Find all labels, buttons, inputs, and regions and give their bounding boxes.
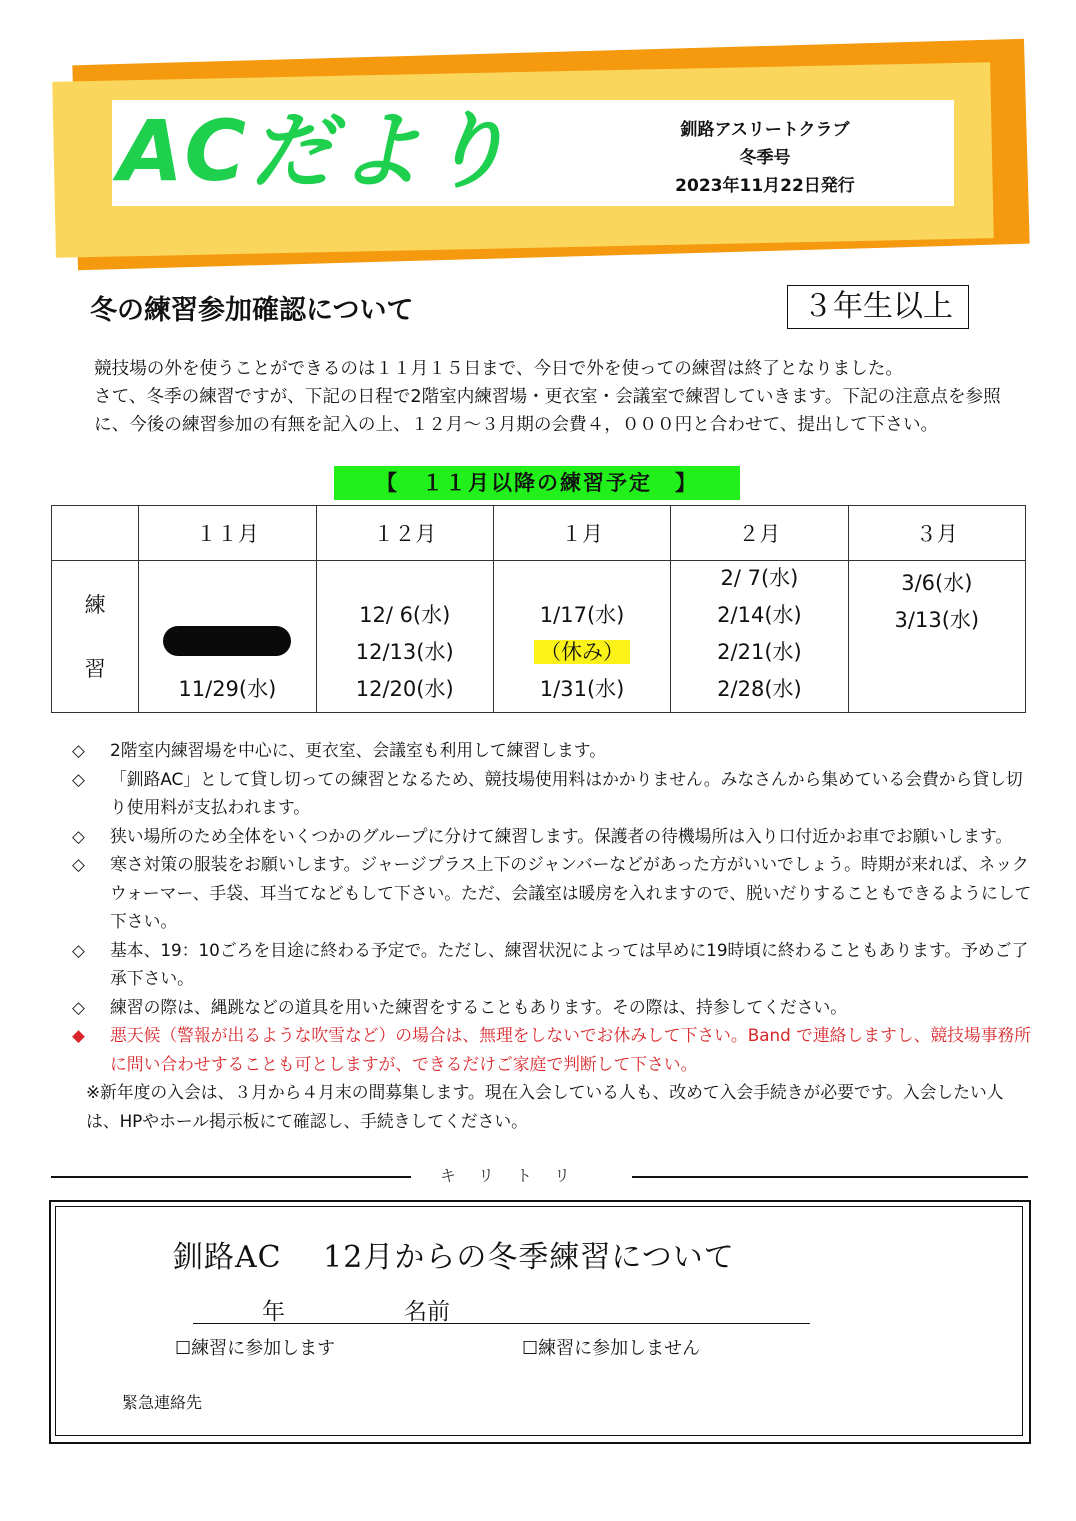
diamond-outline-icon: ◇	[72, 996, 85, 1017]
date-entry: 12/ 6(水)	[359, 603, 451, 627]
date-entry: 3/6(水)	[901, 571, 973, 595]
note-text: 2階室内練習場を中心に、更衣室、会議室も利用して練習します。	[110, 740, 606, 760]
date-entry: 1/31(水)	[539, 677, 625, 701]
header-corner-cell	[52, 506, 139, 561]
month-header-feb: ２月	[671, 506, 848, 561]
warning-item	[72, 1021, 1037, 1078]
diamond-outline-icon: ◇	[72, 939, 85, 960]
not-join-checkbox-option[interactable]: ☐練習に参加しません	[522, 1338, 701, 1359]
notes-list	[72, 736, 1037, 1135]
month-header-jan: １月	[493, 506, 670, 561]
join-checkbox-option[interactable]: ☐練習に参加します	[175, 1338, 336, 1359]
diamond-outline-icon: ◇	[72, 854, 85, 874]
cut-line-left	[51, 1176, 411, 1178]
note-text: 「釧路AC」として貸し切っての練習となるため、競技場使用料はかかりません。みなさんから集めている会費から貸し切り使用料が支払われます。	[110, 768, 1023, 817]
intro-paragraph-1: 競技場の外を使うことができるのは１１月１５日まで、今日で外を使っての練習は終了となりました。	[94, 359, 903, 379]
date-entry: 11/29(水)	[178, 677, 277, 701]
mar-dates-cell	[848, 561, 1025, 713]
row-label-char: 練	[84, 592, 106, 617]
table-header-row	[52, 506, 1026, 561]
list-item	[72, 850, 1037, 936]
dec-dates-cell	[316, 561, 493, 713]
name-label: 名前	[404, 1299, 450, 1325]
note-text: 練習の際は、縄跳などの道具を用いた練習をすることもあります。その際は、持参してください。	[110, 996, 848, 1017]
cut-line-right	[632, 1176, 1028, 1178]
rest-day-highlight: （休み）	[534, 640, 630, 664]
footnote-text: ※新年度の入会は、３月から４月末の間募集します。現在入会している人も、改めて入会手続きが必要です。入会したい人は、HPやホール掲示板にて確認し、手続きしてください。	[86, 1082, 1004, 1131]
feb-dates-cell	[671, 561, 848, 713]
emergency-contact-label: 緊急連絡先	[122, 1393, 203, 1412]
section-title: 冬の練習参加確認について	[90, 295, 414, 326]
issue-date: 2023年11月22日発行	[675, 176, 855, 196]
newsletter-logo: ACだより	[118, 102, 515, 200]
schedule-label: 【 １１月以降の練習予定 】	[334, 466, 740, 500]
note-text: 寒さ対策の服装をお願いします。ジャージプラス上下のジャンバーなどがあった方がいいでしょう。時期が来れば、ネックウォーマー、手袋、耳当てなどもして下さい。ただ、会議室は暖房を入れますので、脱いだりすることもできるようにして下さい。	[110, 854, 1032, 931]
list-item	[72, 822, 1037, 851]
diamond-outline-icon: ◇	[72, 768, 85, 789]
list-item	[72, 936, 1037, 993]
jan-dates-cell	[493, 561, 670, 713]
year-label: 年	[262, 1299, 285, 1325]
date-entry: 2/14(水)	[717, 603, 802, 627]
list-item	[72, 736, 1037, 765]
row-label-cell	[52, 561, 139, 713]
date-entry: 3/13(水)	[894, 608, 980, 632]
intro-text	[70, 355, 1030, 439]
note-text: 狭い場所のため全体をいくつかのグループに分けて練習します。保護者の待機場所は入り口付近かお車でお願いします。	[110, 825, 1013, 846]
club-name: 釧路アスリートクラブ	[680, 120, 850, 140]
list-item	[72, 993, 1037, 1022]
footnote	[72, 1078, 1037, 1135]
issue-name: 冬季号	[739, 148, 791, 168]
month-header-dec: １２月	[316, 506, 493, 561]
club-info	[640, 116, 890, 200]
month-header-mar: ３月	[848, 506, 1025, 561]
row-label-char: 習	[84, 656, 106, 681]
redacted-date	[163, 626, 291, 671]
diamond-filled-icon: ◆	[72, 1025, 85, 1045]
name-underline	[193, 1323, 810, 1324]
diamond-outline-icon: ◇	[72, 740, 85, 760]
date-entry: 12/13(水)	[355, 640, 454, 664]
date-entry: 2/28(水)	[717, 677, 802, 701]
date-entry: 2/ 7(水)	[720, 566, 799, 590]
warning-text: 悪天候（警報が出るような吹雪など）の場合は、無理をしないでお休みして下さい。Band で連絡しますし、競技場事務所に問い合わせすることも可としますが、できるだけご家庭で判断して下さい。	[110, 1025, 1032, 1074]
table-row	[52, 561, 1026, 713]
form-title: 釧路AC 12月からの冬季練習について	[173, 1240, 735, 1275]
note-text: 基本、19：10ごろを目途に終わる予定で。ただし、練習状況によっては早めに19時頃に終わることもあります。予めご了承下さい。	[110, 939, 1029, 988]
diamond-outline-icon: ◇	[72, 825, 85, 846]
date-entry: 1/17(水)	[539, 603, 625, 627]
date-entry: 2/21(水)	[717, 640, 802, 664]
grade-badge: ３年生以上	[787, 285, 969, 329]
schedule-table	[51, 505, 1026, 713]
nov-dates-cell	[139, 561, 316, 713]
month-header-nov: １１月	[139, 506, 316, 561]
intro-paragraph-2: さて、冬季の練習ですが、下記の日程で2階室内練習場・更衣室・会議室で練習していきます。下記の注意点を参照に、今後の練習参加の有無を記入の上、１２月～３月期の会費４，０００円と合わせて、提出して下さい。	[94, 387, 1001, 435]
list-item	[72, 765, 1037, 822]
cut-line-label: キリトリ	[440, 1166, 593, 1185]
date-entry: 12/20(水)	[355, 677, 454, 701]
